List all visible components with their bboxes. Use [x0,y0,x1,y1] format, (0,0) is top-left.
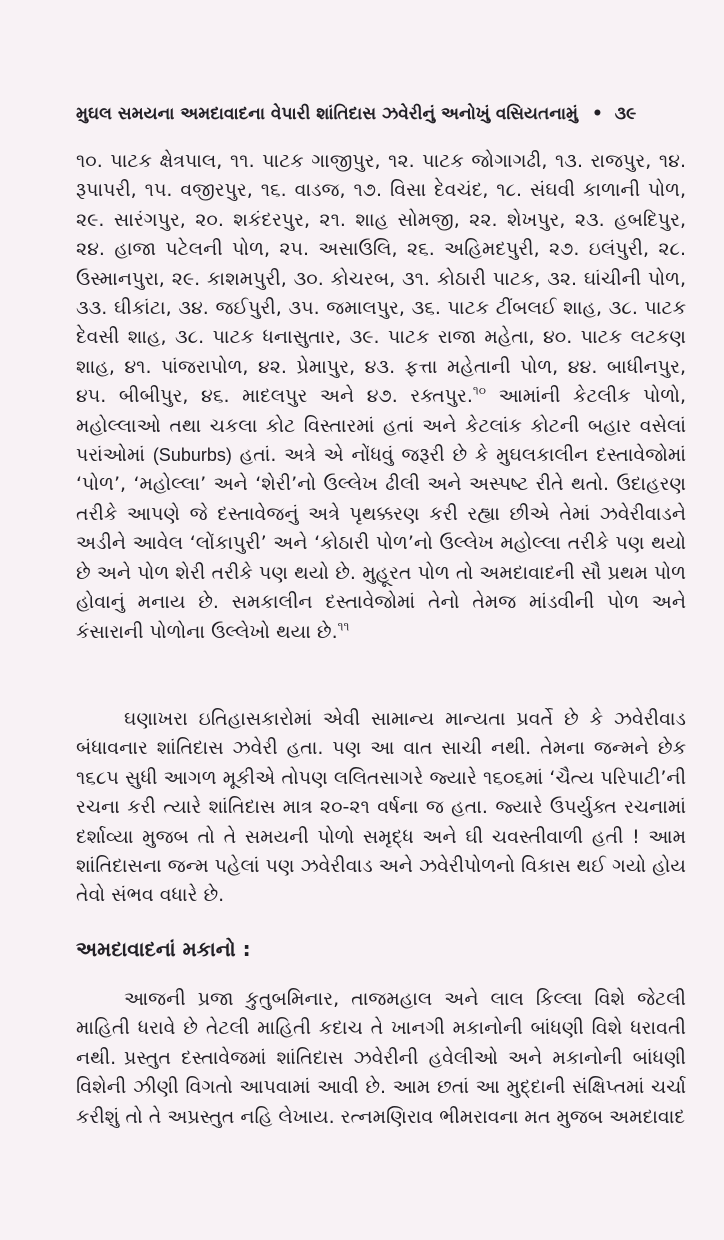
footnote-marker-10: ૧૦ [472,383,487,398]
suburbs-text-start: આમાંની કેટલીક પોળો, મહોલ્લાઓ તથા ચકલા કોટ વિસ્તારમાં હતાં અને કેટલાંક કોટની બહાર વસેલાં પરાંઓમાં [76,385,686,467]
page-number: ૩૯ [614,104,637,124]
paragraph-house-construction: પ્રસ્તુત દસ્તાવેજમાં શાંતિદાસ ઝવેરીની હવેલીઓ અને મકાનોની બાંધણી વિશેની ઝીણી વિગતો આપવામાં આવી છે. આમ છતાં આ મુદ્દાની સંક્ષિપ્તમાં ચર્ચા કરીશું તો તે અપ્રસ્તુત નહિ લેખાય. રત્નમણિરાવ ભીમરાવના મત મુજબ અમદાવાદ [76,1047,686,1128]
running-title: મુઘલ સમયના અમદાવાદના વેપારી શાંતિદાસ ઝવેરીનું અનોખું વસિયતનામું [76,104,579,124]
header-bullet: • [591,104,603,124]
footnote-marker-11: ૧૧ [337,619,350,634]
pol-list-text: ૧૦. પાટક ક્ષેત્રપાલ, ૧૧. પાટક ગાજીપુર, ૧૨. પાટક જોગાગઢી, ૧૩. રાજપુર, ૧૪. રૂપાપરી, ૧૫. વજીરપુર, ૧૬. વાડજ, ૧૭. વિસા દેવચંદ, ૧૮. સંઘવી કાળાની પોળ, ૨૯. સારંગપુર, ૨૦. શકંદરપુર, ૨૧. શાહ સોમજી, ૨૨. શેખપુર, ૨૩. હબદિપુર, ૨૪. હાજા પટેલની પોળ, ૨૫. અસાઉલિ, ૨૬. અહિમદપુરી, ૨૭. ઇલંપુરી, ૨૮. ઉસ્માનપુરા, ૨૯. કાશમપુરી, ૩૦. કોચરબ, ૩૧. કોઠારી પાટક, ૩૨. ઘાંચીની પોળ, ૩૩. ઘીકાંટા, ૩૪. જઈપુરી, ૩૫. જમાલપુર, ૩૬. પાટક ટીંબલઈ શાહ, ૩૮. પાટક દેવસી શાહ, ૩૮. પાટક ધનાસુતાર, ૩૯. પાટક રાજા મહેતા, ૪૦. પાટક લટકણ શાહ, ૪૧. પાંજરાપોળ, ૪૨. પ્રેમાપુર, ૪૩. ફત્તા મહેતાની પોળ, ૪૪. બાધીનપુર, ૪૫. બીબીપુર, ૪૬. માદલપુર અને ૪૭. રક્તપુર. [76,150,686,408]
section-heading: અમદાવાદનાં મકાનો : [76,937,251,961]
running-header [76,102,688,126]
paragraph-pol-list [76,147,686,647]
documents-text: હતાં. અત્રે એ નોંધવું જરૂરી છે કે મુઘલકાલીન દસ્તાવેજોમાં ‘પોળ’, ‘મહોલ્લા’ અને ‘શેરી’નો ઉલ્લેખ ઢીલી અને અસ્પષ્ટ રીતે થતો. ઉદાહરણ તરીકે આપણે જે દસ્તાવેજનું અત્રે પૃથક્કરણ કરી રહ્યા છીએ તેમાં ઝવેરીવાડને અડીને આવેલ ‘લોંકાપુરી’ અને ‘કોઠારી પોળ’નો ઉલ્લેખ મહોલ્લા તરીકે પણ થયો છે અને પોળ શેરી તરીકે પણ થયો છે. મુહૂરત પોળ તો અમદાવાદની સૌ પ્રથમ પોળ હોવાનું મનાય છે. સમકાલીન દસ્તાવેજોમાં તેનો તેમજ માંડવીની પોળ અને કંસારાની પોળોના ઉલ્લેખો થયા છે. [76,444,686,643]
paragraph-monuments: આજની પ્રજા કુતુબમિનાર, તાજમહાલ અને લાલ કિલ્લા વિશે જેટલી માહિતી ધરાવે છે તેટલી માહિતી કદાચ તે ખાનગી મકાનોની બાંધણી વિશે ધરાવતી નથી. [76,988,686,1069]
suburbs-english-term: (Suburbs) [152,445,232,466]
paragraph-zaveriwad: ઘણાખરા ઇતિહાસકારોમાં એવી સામાન્ય માન્યતા પ્રવર્તે છે કે ઝવેરીવાડ બંધાવનાર શાંતિદાસ ઝવેરી હતા. પણ આ વાત સાચી નથી. તેમના જન્મને છેક ૧૬૮૫ સુધી આગળ મૂકીએ તોપણ લલિતસાગરે જ્યારે ૧૬૦૬માં ‘ચૈત્ય પરિપાટી’ની રચના કરી ત્યારે શાંતિદાસ માત્ર ૨૦-૨૧ વર્ષના જ હતા. જ્યારે ઉપર્યુક્ત રચનામાં દર્શાવ્યા મુજબ તો તે સમયની પોળો સમૃદ્ધ અને ઘી ચવસ્તીવાળી હતી ! આમ શાંતિદાસના જન્મ પહેલાં પણ ઝવેરીવાડ અને ઝવેરીપોળનો વિકાસ થઈ ગયો હોય તેવો સંભવ વધારે છે. [76,708,686,907]
